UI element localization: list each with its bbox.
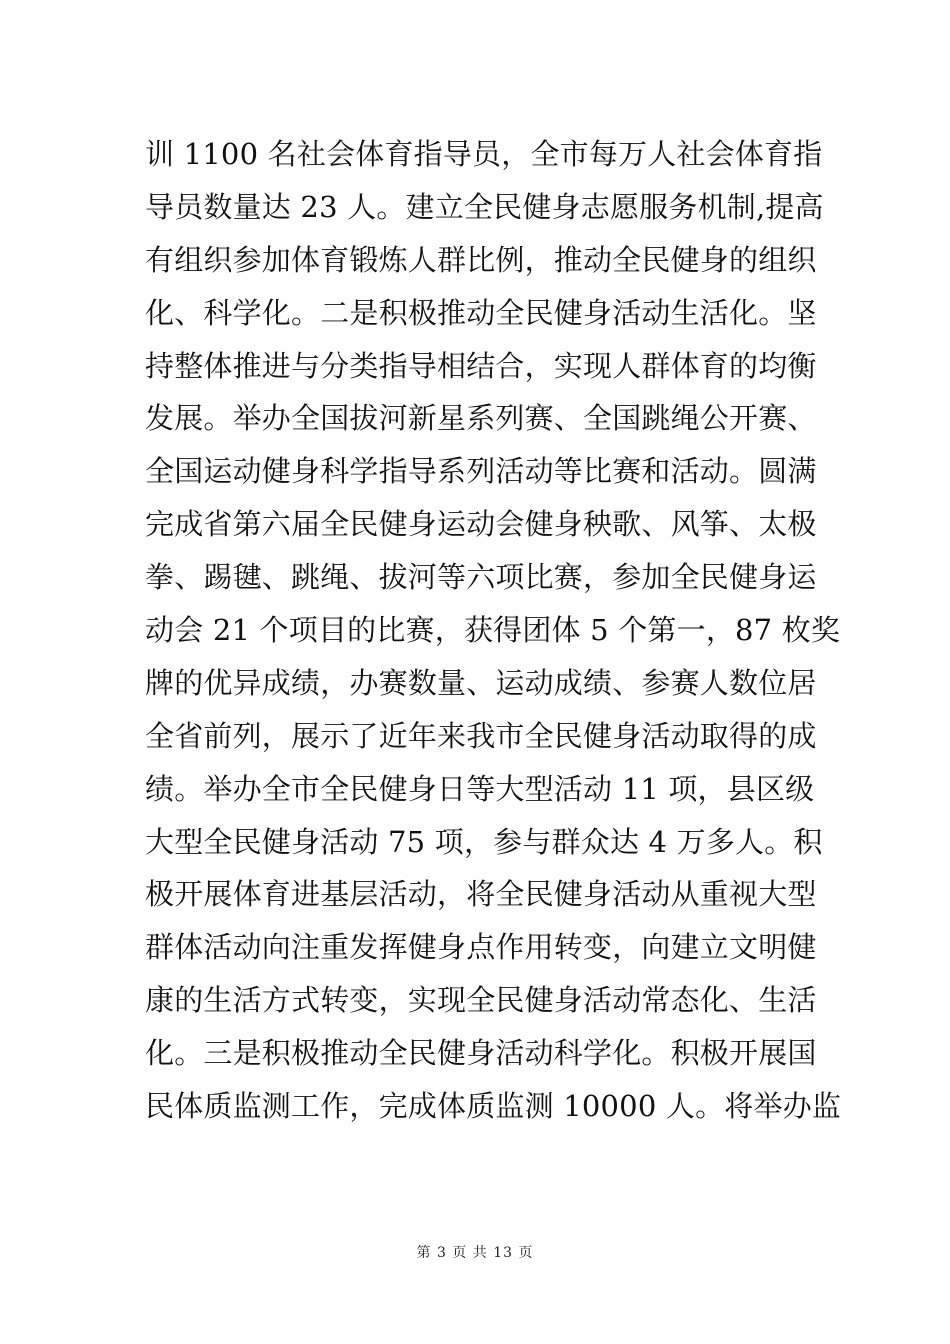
- page-number-footer: 第 3 页 共 13 页: [416, 1245, 534, 1261]
- text-line: 有组织参加体育锻炼人群比例，推动全民健身的组织: [145, 242, 817, 277]
- text-line: 化、科学化。二是积极推动全民健身活动生活化。坚: [145, 295, 817, 330]
- text-line: 完成省第六届全民健身运动会健身秧歌、风筝、太极: [145, 507, 817, 542]
- text-line: 大型全民健身活动 75 项，参与群众达 4 万多人。积: [145, 824, 823, 859]
- text-line: 训 1100 名社会体育指导员，全市每万人社会体育指: [145, 137, 823, 171]
- text-line: 全省前列，展示了近年来我市全民健身活动取得的成: [145, 718, 817, 753]
- text-line: 牌的优异成绩，办赛数量、运动成绩、参赛人数位居: [145, 665, 817, 700]
- text-line: 康的生活方式转变，实现全民健身活动常态化、生活: [145, 983, 817, 1018]
- text-line: 极开展体育进基层活动，将全民健身活动从重视大型: [145, 877, 817, 912]
- body-text: [145, 128, 842, 1133]
- text-line: 动会 21 个项目的比赛，获得团体 5 个第一，87 枚奖: [145, 613, 841, 648]
- text-line: 绩。举办全市全民健身日等大型活动 11 项，县区级: [145, 771, 815, 806]
- text-line: 导员数量达 23 人。建立全民健身志愿服务机制,提高: [145, 189, 824, 224]
- text-line: 民体质监测工作，完成体质监测 10000 人。将举办监: [145, 1089, 842, 1124]
- text-line: 发展。举办全国拔河新星系列赛、全国跳绳公开赛、: [145, 401, 817, 436]
- text-line: 持整体推进与分类指导相结合，实现人群体育的均衡: [145, 348, 817, 383]
- text-line: 拳、踢毽、跳绳、拔河等六项比赛，参加全民健身运: [145, 560, 817, 595]
- text-line: 群体活动向注重发挥健身点作用转变，向建立文明健: [145, 930, 817, 965]
- text-line: 化。三是积极推动全民健身活动科学化。积极开展国: [145, 1036, 817, 1071]
- text-line: 全国运动健身科学指导系列活动等比赛和活动。圆满: [145, 454, 817, 489]
